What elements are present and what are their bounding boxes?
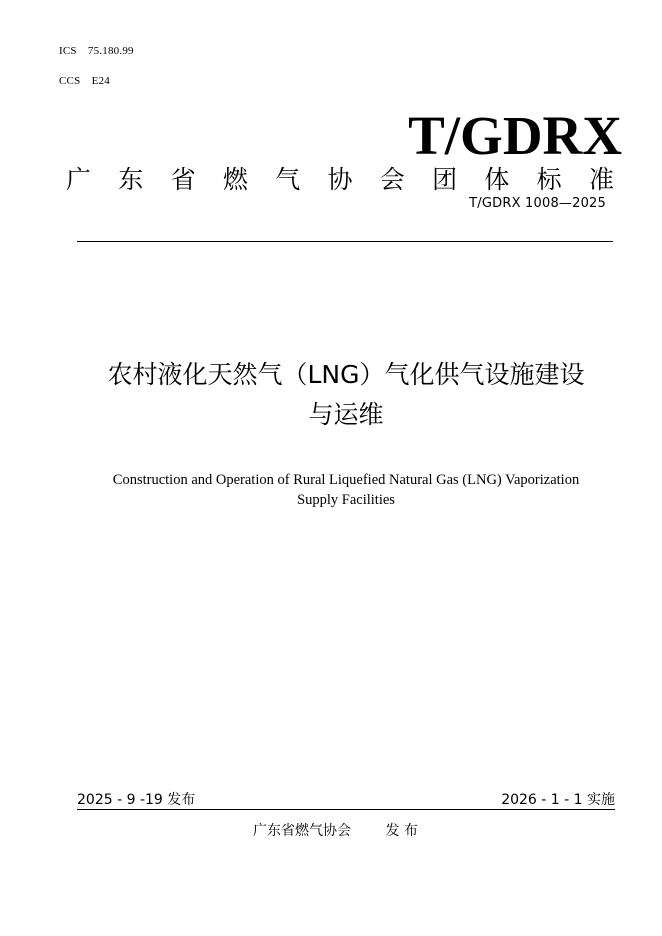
publisher-name: 广东省燃气协会 [253,823,351,839]
english-title [0,470,662,510]
issue-date: 2025 - 9 -19 发布 [77,792,196,808]
chinese-title [0,355,662,435]
org-name-char: 协 [327,165,353,194]
ccs-code: CCS E24 [59,75,110,87]
org-name-char: 标 [536,165,562,194]
org-name-char: 体 [484,165,510,194]
english-title-line-1: Construction and Operation of Rural Liquefied Natural Gas (LNG) Vaporization [112,472,580,488]
org-name-char: 广 [66,165,92,194]
org-name-char: 省 [170,165,196,194]
org-name-char: 东 [118,165,144,194]
standard-logo: T/GDRX [408,105,622,166]
chinese-title-line-1: 农村液化天然气（LNG）气化供气设施建设 [107,360,585,389]
footer-divider [77,809,615,810]
org-name-char: 团 [432,165,458,194]
org-name-char: 会 [379,165,405,194]
ics-code: ICS 75.180.99 [59,45,134,57]
organization-standard-name [66,160,614,200]
publisher [253,820,418,840]
standard-number: T/GDRX 1008—2025 [469,196,606,211]
implementation-date: 2026 - 1 - 1 实施 [501,792,615,808]
publisher-action: 发 布 [385,823,418,839]
org-name-char: 燃 [222,165,248,194]
english-title-line-2: Supply Facilities [297,492,395,508]
org-name-char: 气 [275,165,301,194]
chinese-title-line-2: 与运维 [308,400,384,429]
header-divider [77,241,613,242]
org-name-char: 准 [588,165,614,194]
